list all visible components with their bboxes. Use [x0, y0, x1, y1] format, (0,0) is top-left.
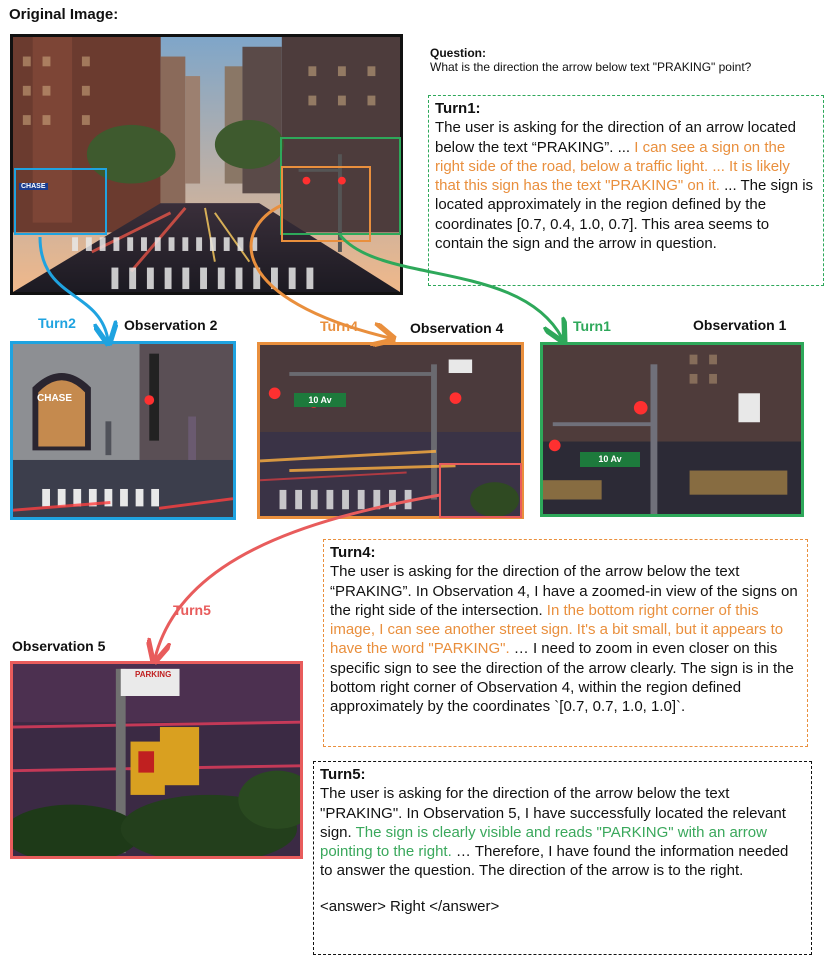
- turn2-label: Turn2: [38, 315, 76, 331]
- turn5-label: Turn5: [173, 602, 211, 618]
- turn5-region-box: [439, 463, 522, 518]
- question-block: [430, 46, 830, 74]
- chase-sign-small: CHASE: [21, 183, 46, 190]
- turn4-region-box: [281, 166, 371, 242]
- turn1-box-title: Turn1:: [435, 100, 481, 117]
- observation-2-image: [10, 341, 236, 520]
- ave-sign-obs1: 10 Av: [580, 452, 640, 467]
- turn1-text-highlight: I can see a sign on the right side of the road, below a traffic light. ... It is likely that this sign has the text "PRAKING" on it.: [435, 138, 790, 195]
- observation-2-label: Observation 2: [124, 317, 218, 333]
- turn1-text-box: [428, 95, 824, 286]
- turn5-text-part3: … Therefore, I have found the information needed to answer the question. The direction of the arrow is to the right.: [320, 843, 789, 880]
- original-image-title: Original Image:: [9, 6, 119, 23]
- turn4-text-highlight: In the bottom right corner of this image, I can see another street sign. It's a bit small, but it appears to have the word "PARKING".: [330, 601, 784, 658]
- turn1-label: Turn1: [573, 318, 611, 334]
- turn5-text-part1: The user is asking for the direction of the arrow below the text "PRAKING". In Observation 5, I have successfully located the relevant sign.: [320, 785, 786, 841]
- turn1-text-part3: ... The sign is located approximately in the region defined by the coordinates [0.7, 0.4, 1.0, 0.7]. This area seems to contain the sign and the arrow in question.: [435, 177, 814, 253]
- turn5-text-highlight: The sign is clearly visible and reads "PARKING" with an arrow pointing to the right.: [320, 823, 767, 861]
- parking-sign-obs5: PARKING: [135, 670, 172, 679]
- ave-sign-obs4: 10 Av: [294, 393, 346, 407]
- observation-1-label: Observation 1: [693, 317, 787, 333]
- turn4-label: Turn4: [320, 318, 358, 334]
- turn5-box-title: Turn5:: [320, 766, 366, 783]
- turn5-answer: <answer> Right </answer>: [320, 897, 500, 915]
- turn4-box-title: Turn4:: [330, 544, 376, 561]
- observation-1-image: [540, 342, 804, 517]
- turn1-text-part1: The user is asking for the direction of an arrow located below the text “PRAKING”. ...: [435, 119, 797, 156]
- observation-5-image: [10, 661, 303, 859]
- turn2-region-box: [14, 168, 107, 235]
- observation-5-label: Observation 5: [12, 638, 106, 654]
- turn5-text-box: [313, 761, 812, 955]
- chase-sign-obs2: CHASE: [37, 393, 73, 404]
- turn4-text-part3: … I need to zoom in even closer on this specific sign to see the direction of the arrow clearly. The sign is in the bottom right corner of Observation 4, within the region defined approximately by the coordinates `[0.7, 0.7, 1.0, 1.0]`.: [330, 640, 794, 716]
- turn4-text-part1: The user is asking for the direction of the arrow below the text “PRAKING”. In Observation 4, I have a zoomed-in view of the signs on the right side of the intersection.: [330, 563, 798, 619]
- turn4-text-box: [323, 539, 808, 747]
- question-text: What is the direction the arrow below text "PRAKING" point?: [430, 60, 752, 74]
- question-label: Question:: [430, 46, 486, 60]
- observation-4-label: Observation 4: [410, 320, 504, 336]
